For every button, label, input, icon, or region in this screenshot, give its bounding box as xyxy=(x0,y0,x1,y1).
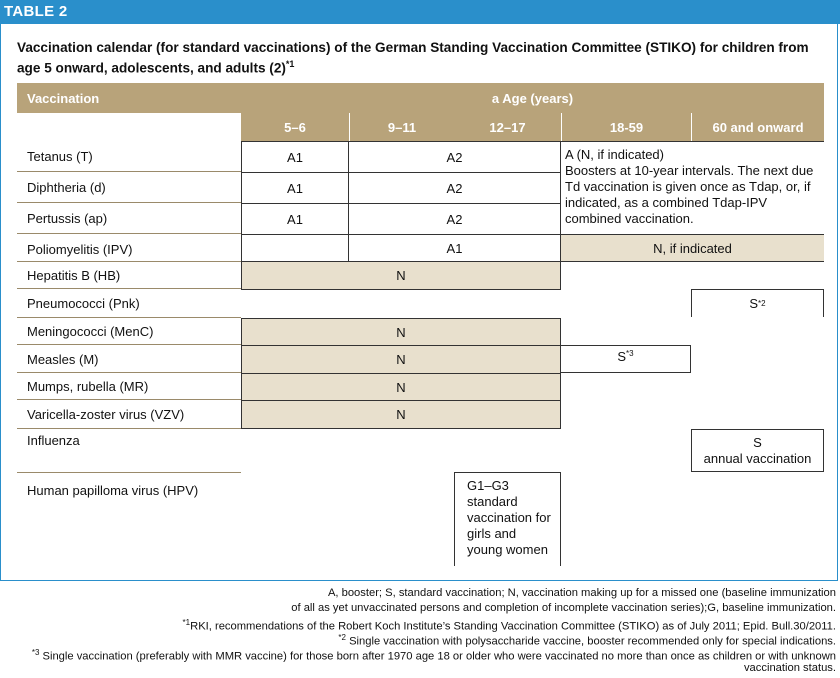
divider xyxy=(17,344,241,345)
divider xyxy=(17,261,241,262)
divider xyxy=(17,372,241,373)
header-col-5-6: 5–6 xyxy=(241,113,349,141)
footnote-1: A, booster; S, standard vaccination; N, vaccination making up for a missed one (baseline immunization xyxy=(327,587,836,599)
cell-pertussis-9-17: A2 xyxy=(349,203,561,234)
row-label-hpv: Human papilloma virus (HPV) xyxy=(27,482,199,498)
row-label-tetanus: Tetanus (T) xyxy=(27,148,93,164)
row-label-mumps: Mumps, rubella (MR) xyxy=(27,379,149,394)
divider xyxy=(17,317,241,318)
row-label-pertussis: Pertussis (ap) xyxy=(27,210,108,226)
divider xyxy=(17,233,241,234)
cell-polio-adult: N, if indicated xyxy=(561,234,824,262)
row-label-diphtheria: Diphtheria (d) xyxy=(27,179,106,195)
cell-measles: N xyxy=(241,345,561,373)
page-title: Vaccination calendar (for standard vaccinations) of the German Standing Vaccination Committee (STIKO) for children from age 5 onward, adolescents, and adults $(2)^{*1}$ xyxy=(17,40,809,76)
row-label-meningococci: Meningococci (MenC) xyxy=(27,324,154,339)
cell-varicella: N xyxy=(241,400,561,429)
footnote-6: vaccination status. xyxy=(743,662,836,674)
cell-tetanus-9-17: A2 xyxy=(349,141,561,172)
divider xyxy=(241,289,561,290)
row-label-polio: Poliomyelitis (IPV) xyxy=(27,241,133,257)
cell-hpv: G1–G3 standard vaccination for girls and young women xyxy=(454,472,561,566)
divider xyxy=(17,472,241,473)
header-age: a Age (years) xyxy=(491,90,574,106)
row-label-influenza: Influenza xyxy=(27,433,80,448)
divider xyxy=(17,399,241,400)
cell-hepatitis: N xyxy=(241,262,561,289)
header-vaccination: Vaccination xyxy=(27,90,100,106)
cell-tetanus-5-6: A1 xyxy=(241,141,349,172)
cell-meningococci: N xyxy=(241,318,561,345)
table-tag-bar xyxy=(0,0,840,24)
header-col-12-17: 12–17 xyxy=(454,113,561,141)
divider xyxy=(17,288,241,289)
cell-diphtheria-9-17: A2 xyxy=(349,172,561,203)
cell-td-adult: A (N, if indicated) Boosters at 10-year intervals. The next due Td vaccination is given once as Tdap, or, if indicated, as a combined Tdap-IPV combined vaccination. xyxy=(561,141,824,234)
cell-mumps: N xyxy=(241,373,561,400)
footnote-4: $^{*2}$ Single vaccination with polysaccharide vaccine, booster recommended only for special indications. xyxy=(338,633,836,648)
row-label-varicella: Varicella-zoster virus (VZV) xyxy=(27,406,185,422)
vaccination-table xyxy=(17,83,824,566)
footnote-5: $^{*3}$ Single vaccination (preferably with MMR vaccine) for those born after 1970 age 18 or older who were vaccinated no more than once as children or with unknown xyxy=(31,648,836,663)
divider xyxy=(17,202,241,203)
row-label-hepatitis: Hepatitis B (HB) xyxy=(27,268,121,283)
table-tag: TABLE 2 xyxy=(4,3,68,20)
cell-influenza-60: S annual vaccination xyxy=(691,429,824,472)
header-col-9-11: 9–11 xyxy=(349,113,454,141)
row-label-pneumococci: Pneumococci (Pnk) xyxy=(27,295,140,311)
footnote-2: of all as yet unvaccinated persons and completion of incomplete vaccination series);G, baseline immunization. xyxy=(291,602,836,614)
cell-measles-adult: S $^{*3}$ xyxy=(561,345,691,373)
header-col-18-59: 18-59 xyxy=(561,113,691,141)
divider xyxy=(17,171,241,172)
footnote-3: $^{*1}$RKI, recommendations of the Robert Koch Institute’s Standing Vaccination Committee (STIKO) as of July 2011; Epid. Bull.30/2011. xyxy=(182,618,836,633)
row-label-measles: Measles (M) xyxy=(27,351,99,367)
cell-polio-5-6 xyxy=(241,234,349,262)
cell-polio-9-17: A1 xyxy=(349,234,561,262)
cell-pertussis-5-6: A1 xyxy=(241,203,349,234)
divider xyxy=(17,428,241,429)
cell-pneumococci-60: S *2 xyxy=(691,289,824,317)
header-col-60: 60 and onward xyxy=(691,113,824,141)
cell-diphtheria-5-6: A1 xyxy=(241,172,349,203)
